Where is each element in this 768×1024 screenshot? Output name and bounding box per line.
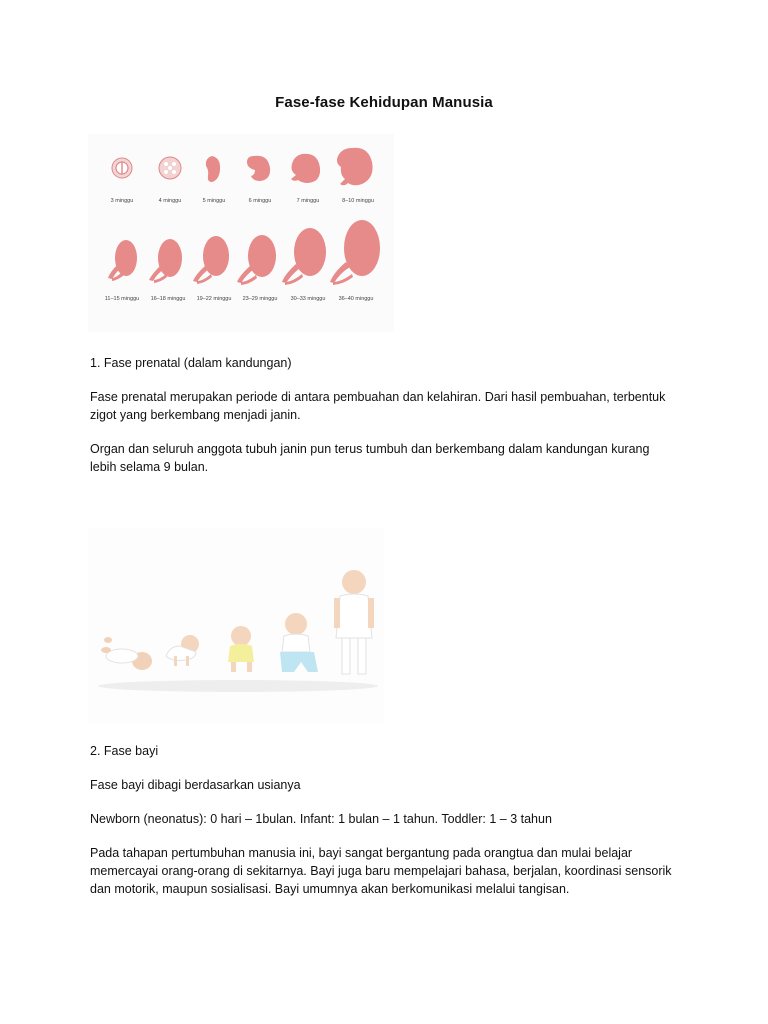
baby-newborn	[101, 637, 152, 670]
section1-para1-line1: Fase prenatal merupakan periode di antara pembuahan dan kelahiran. Dari hasil pembuahan, terbentuk	[90, 390, 666, 404]
label-7-weeks: 7 minggu	[296, 198, 320, 204]
embryo-6-weeks	[247, 156, 270, 181]
label-5-weeks: 5 minggu	[202, 198, 226, 204]
label-4-weeks: 4 minggu	[158, 198, 182, 204]
embryo-8-10-weeks	[337, 148, 373, 186]
label-6-weeks: 6 minggu	[248, 198, 272, 204]
embryo-illustration	[88, 134, 394, 332]
section1-heading: 1. Fase prenatal (dalam kandungan)	[90, 356, 292, 370]
section2-para3-line2: memercayai orang-orang di sekitarnya. Bayi juga baru mempelajari bahasa, berjalan, koordinasi sensorik	[90, 864, 672, 878]
fetus-30-33-weeks	[282, 228, 326, 285]
section1-para1-line2: zigot yang berkembang menjadi janin.	[90, 408, 301, 422]
section2-heading: 2. Fase bayi	[90, 744, 159, 758]
baby-sitting	[228, 626, 254, 672]
label-36-40-weeks: 36–40 minggu	[338, 296, 374, 302]
fetus-11-15-weeks	[108, 240, 137, 281]
baby-illustration	[88, 528, 384, 724]
section2-para2: Newborn (neonatus): 0 hari – 1bulan. Infant: 1 bulan – 1 tahun. Toddler: 1 – 3 tahun	[90, 812, 552, 826]
fetus-36-40-weeks	[330, 220, 380, 285]
embryo-development-figure	[88, 134, 394, 332]
baby-development-figure	[88, 528, 384, 724]
label-19-22-weeks: 19–22 minggu	[196, 296, 232, 302]
section1-para2-line2: lebih selama 9 bulan.	[90, 460, 209, 474]
fetus-19-22-weeks	[193, 236, 229, 284]
embryo-5-weeks	[206, 156, 220, 182]
fetus-16-18-weeks	[149, 239, 182, 283]
label-11-15-weeks: 11–15 minggu	[104, 296, 140, 302]
label-30-33-weeks: 30–33 minggu	[290, 296, 326, 302]
label-8-10-weeks: 8–10 minggu	[342, 198, 374, 204]
fetus-23-29-weeks	[237, 235, 276, 285]
label-16-18-weeks: 16–18 minggu	[150, 296, 186, 302]
baby-toddler-sitting	[280, 613, 318, 672]
embryo-4-weeks	[159, 157, 181, 179]
page-title: Fase-fase Kehidupan Manusia	[275, 94, 493, 111]
section1-para2-line1: Organ dan seluruh anggota tubuh janin pun terus tumbuh dan berkembang dalam kandungan kurang	[90, 442, 650, 456]
section2-para3-line1: Pada tahapan pertumbuhan manusia ini, bayi sangat bergantung pada orangtua dan mulai belajar	[90, 846, 633, 860]
label-3-weeks: 3 minggu	[110, 198, 134, 204]
baby-standing	[334, 570, 374, 674]
label-23-29-weeks: 23–29 minggu	[242, 296, 278, 302]
section2-para3-line3: dan motorik, maupun sosialisasi. Bayi umumnya akan berkomunikasi melalui tangisan.	[90, 882, 570, 896]
section2-para1: Fase bayi dibagi berdasarkan usianya	[90, 778, 301, 792]
baby-crawling	[166, 635, 199, 666]
embryo-3-weeks	[112, 158, 132, 178]
embryo-7-weeks	[291, 154, 320, 183]
